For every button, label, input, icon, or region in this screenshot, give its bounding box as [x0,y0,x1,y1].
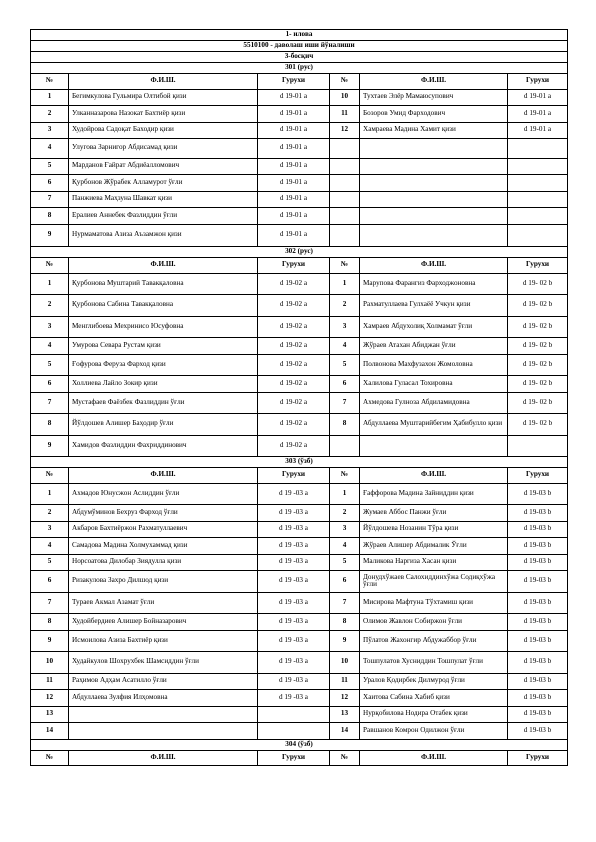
student-number: 8 [31,208,69,225]
table-row [31,338,568,355]
student-name: Самадова Мадина Холмухаммад қизи [69,538,258,555]
student-number: 5 [31,354,69,376]
group-list-table [30,29,568,766]
header-num: № [31,468,69,484]
student-name: Хаитова Сабина Хабиб қизи [360,690,508,707]
table-row [31,354,568,376]
student-number [330,435,360,457]
student-number: 4 [330,538,360,555]
student-group: d 19-01 a [258,139,330,159]
student-name: Раҳимов Адҳам Асатилло ўғли [69,673,258,690]
header-fio: Ф.И.Ш. [360,750,508,766]
header-group: Гурухи [508,258,568,274]
student-number: 5 [330,354,360,376]
student-group: d 19 -03 a [258,571,330,593]
student-group: d 19-03 b [508,652,568,674]
student-group: d 19- 02 b [508,273,568,295]
table-row [31,538,568,555]
header-num: № [31,258,69,274]
student-group: d 19-01 a [258,106,330,123]
student-number: 8 [330,414,360,436]
student-group: d 19- 02 b [508,338,568,355]
student-name: Ахмадов Юнусжон Аслиддин ўғли [69,483,258,505]
student-name: Уралов Қодирбек Дилмурод ўғли [360,673,508,690]
table-row [31,122,568,139]
student-group: d 19- 02 b [508,316,568,338]
table-row [31,175,568,192]
student-name: Хамидов Фазлиддин Фахриддинович [69,435,258,457]
header-group: Гурухи [258,468,330,484]
student-name: Бегимкулова Гульмира Олтибой қизи [69,89,258,106]
student-number: 5 [330,554,360,571]
student-group: d 19-03 b [508,505,568,522]
student-name: Абдуллаева Муштарийбегим Ҳабибулло қизи [360,414,508,436]
section-title-row [31,63,568,74]
table-row [31,191,568,208]
student-name: Равшанов Комрон Одилжон ўғли [360,723,508,740]
appendix-row [31,30,568,41]
student-number [330,158,360,175]
student-group: d 19-03 b [508,571,568,593]
table-row [31,139,568,159]
student-name: Хамраева Мадина Хамит қизи [360,122,508,139]
student-name [360,191,508,208]
student-number: 12 [330,122,360,139]
student-name [360,435,508,457]
student-number: 8 [31,614,69,631]
student-number: 9 [31,630,69,652]
student-group: d 19 -03 a [258,505,330,522]
student-number: 11 [31,673,69,690]
student-name: Жумаев Аббос Панжи ўғли [360,505,508,522]
table-row [31,208,568,225]
student-name: Ахмедова Гулноза Абдиламидовна [360,392,508,414]
student-number: 3 [330,316,360,338]
student-number: 11 [330,673,360,690]
student-name: Хамраев Абдухолиқ Холмамат ўғли [360,316,508,338]
student-name [360,208,508,225]
student-group: d 19-01 a [258,158,330,175]
student-name: Рахматуллаева Гулхаёё Учкун қизи [360,295,508,317]
student-number: 7 [31,392,69,414]
table-row [31,295,568,317]
section-title-row [31,247,568,258]
student-group: d 19-01 a [258,224,330,247]
student-group: d 19-02 a [258,354,330,376]
table-row [31,158,568,175]
student-number: 2 [31,106,69,123]
student-group: d 19 -03 a [258,483,330,505]
student-group: d 19-03 b [508,538,568,555]
student-number: 4 [31,538,69,555]
student-group: d 19-02 a [258,338,330,355]
student-group [258,723,330,740]
student-number: 1 [31,273,69,295]
student-number: 3 [330,521,360,538]
student-name [360,175,508,192]
student-number: 4 [31,139,69,159]
student-name: Мустафаев Фаёзбек Фазлиддин ўғли [69,392,258,414]
table-row [31,690,568,707]
table-row [31,554,568,571]
column-header-row [31,468,568,484]
student-name: Полвонова Махфузахон Жомоловна [360,354,508,376]
student-group: d 19 -03 a [258,614,330,631]
header-fio: Ф.И.Ш. [69,468,258,484]
student-number: 9 [31,435,69,457]
student-number: 7 [330,592,360,614]
student-group: d 19 -03 a [258,538,330,555]
student-number: 11 [330,106,360,123]
student-group: d 19- 02 b [508,414,568,436]
student-group: d 19 -03 a [258,521,330,538]
column-header-row [31,74,568,90]
specialty-row [31,41,568,52]
student-name: Қурбонова Муштарий Тавакқаловна [69,273,258,295]
student-group: d 19-03 b [508,706,568,723]
student-name: Марданов Ғайрат Абдиёалломович [69,158,258,175]
student-number: 3 [31,122,69,139]
student-name: Қурбонов Жўрабек Алламурот ўғли [69,175,258,192]
student-name: Мисирова Мафтуна Тўхтамиш қизи [360,592,508,614]
student-name: Исмоилова Азиза Бахтиёр қизи [69,630,258,652]
student-number: 1 [31,483,69,505]
column-header-row [31,750,568,766]
student-group: d 19-03 b [508,554,568,571]
student-number: 4 [31,338,69,355]
student-group: d 19-02 a [258,295,330,317]
student-group: d 19-02 a [258,392,330,414]
header-group: Гурухи [258,750,330,766]
student-group: d 19- 02 b [508,295,568,317]
student-name: Абдумўминов Бехруз Фарход ўғли [69,505,258,522]
student-name: Ералиев Аннебек Фазлиддин ўғли [69,208,258,225]
student-group [508,158,568,175]
student-group: d 19 -03 a [258,592,330,614]
header-num: № [330,750,360,766]
student-name: Худойрова Садоқат Баходир қизи [69,122,258,139]
header-num: № [330,74,360,90]
table-row [31,505,568,522]
student-name: Улканназарова Назокат Бахтиёр қизи [69,106,258,123]
header-num: № [330,468,360,484]
student-number: 7 [31,191,69,208]
student-number: 1 [31,89,69,106]
student-group: d 19 -03 a [258,690,330,707]
student-name: Тухтаев Элёр Мамаюсупович [360,89,508,106]
student-group: d 19- 02 b [508,376,568,393]
student-name: Қурбонова Сабина Тавакқаловна [69,295,258,317]
student-name: Холлиева Лайло Зокир қизи [69,376,258,393]
student-number: 14 [31,723,69,740]
student-number: 3 [31,521,69,538]
table-row [31,106,568,123]
student-name [360,224,508,247]
student-group: d 19-01 a [508,106,568,123]
student-number: 4 [330,338,360,355]
student-group: d 19-01 a [258,89,330,106]
student-number: 6 [31,376,69,393]
student-name: Менглибоева Мехринисо Юсуфовна [69,316,258,338]
student-group: d 19 -03 a [258,673,330,690]
section-title: 302 (рус) [31,247,568,258]
student-name: Худайкулов Шохрухбек Шамсиддин ўғли [69,652,258,674]
student-number: 13 [31,706,69,723]
student-number: 10 [330,89,360,106]
header-group: Гурухи [258,74,330,90]
specialty-title: 5510100 - даволаш иши йўналиши [31,41,568,52]
student-number: 6 [330,571,360,593]
student-group: d 19-02 a [258,376,330,393]
header-num: № [31,750,69,766]
table-row [31,392,568,414]
column-header-row [31,258,568,274]
section-title-row [31,457,568,468]
table-row [31,673,568,690]
student-group: d 19- 02 b [508,354,568,376]
student-number: 7 [330,392,360,414]
student-name [69,723,258,740]
table-row [31,224,568,247]
section-title: 303 (ўзб) [31,457,568,468]
header-num: № [330,258,360,274]
student-group: d 19-02 a [258,414,330,436]
student-name: Умурова Севара Рустам қизи [69,338,258,355]
header-fio: Ф.И.Ш. [360,258,508,274]
student-group: d 19-02 a [258,273,330,295]
header-fio: Ф.И.Ш. [360,74,508,90]
student-name: Йўлдошева Нозанин Тўра қизи [360,521,508,538]
student-name: Худойбердиев Алишер Бойназарович [69,614,258,631]
header-fio: Ф.И.Ш. [69,74,258,90]
table-row [31,89,568,106]
student-number: 6 [31,175,69,192]
student-number: 1 [330,483,360,505]
student-group [508,224,568,247]
student-number: 8 [31,414,69,436]
student-number [330,224,360,247]
student-group: d 19-01 a [258,191,330,208]
student-group: d 19-03 b [508,690,568,707]
header-fio: Ф.И.Ш. [360,468,508,484]
student-group: d 19-03 b [508,614,568,631]
table-row [31,316,568,338]
student-name: Нурқобилова Нодира Отабек қизи [360,706,508,723]
student-number: 2 [330,505,360,522]
header-group: Гурухи [508,74,568,90]
student-name: Ризакулова Захро Дилшод қизи [69,571,258,593]
document-page [30,29,567,766]
student-group: d 19-01 a [258,208,330,225]
student-number: 8 [330,614,360,631]
student-group: d 19-01 a [258,122,330,139]
student-group: d 19- 02 b [508,392,568,414]
student-number: 9 [330,630,360,652]
student-name: Жўраев Алишер Абдималик Ўғли [360,538,508,555]
table-row [31,614,568,631]
course-row [31,52,568,63]
student-number: 10 [330,652,360,674]
student-number: 7 [31,592,69,614]
student-name: Халилова Гуласал Тохировна [360,376,508,393]
student-number [330,175,360,192]
student-number [330,139,360,159]
appendix-label: 1- илова [31,30,568,41]
student-name: Олимов Жавлон Собиржон ўғли [360,614,508,631]
student-number: 14 [330,723,360,740]
student-number: 2 [31,505,69,522]
table-row [31,376,568,393]
student-group: d 19-03 b [508,723,568,740]
section-title: 301 (рус) [31,63,568,74]
student-number: 6 [31,571,69,593]
student-name: Нурмаматова Азиза Аъзамжон қизи [69,224,258,247]
student-number: 12 [330,690,360,707]
student-group: d 19-02 a [258,435,330,457]
student-number: 12 [31,690,69,707]
student-name: Донудхўжаев Салохиддинхўжа Содиқхўжа ўғли [360,571,508,593]
student-name: Пўлатов Жахонгир Абдужаббор ўғли [360,630,508,652]
student-group [258,706,330,723]
student-number: 13 [330,706,360,723]
student-number: 6 [330,376,360,393]
student-name: Панжиева Маҳзуна Шавкат қизи [69,191,258,208]
student-name [360,139,508,159]
student-number: 1 [330,273,360,295]
student-name: Улугова Зарнигор Абдисамад қизи [69,139,258,159]
student-name: Бозоров Умид Фарходович [360,106,508,123]
student-number: 10 [31,652,69,674]
table-row [31,483,568,505]
student-name: Тошпулатов Хусниддин Тошпулат ўғли [360,652,508,674]
student-name: Норсоатова Дилобар Зиядулла қизи [69,554,258,571]
student-group: d 19-03 b [508,483,568,505]
student-name: Ғаффорова Мадина Зайниддин қизи [360,483,508,505]
table-row [31,706,568,723]
header-fio: Ф.И.Ш. [69,750,258,766]
student-name: Маликова Наргиза Хасан қизи [360,554,508,571]
student-group: d 19-03 b [508,630,568,652]
student-name: Абдуллаева Зулфия Илҳомовна [69,690,258,707]
student-group: d 19-03 b [508,592,568,614]
table-row [31,435,568,457]
student-name [360,158,508,175]
table-row [31,630,568,652]
student-name: Акбаров Бахтиёржон Рахматуллаевич [69,521,258,538]
student-group: d 19-03 b [508,673,568,690]
student-group: d 19 -03 a [258,554,330,571]
student-number: 5 [31,554,69,571]
student-group [508,435,568,457]
student-group: d 19-02 a [258,316,330,338]
student-name: Ғофурова Феруза Фарход қизи [69,354,258,376]
student-name [69,706,258,723]
student-name: Йўлдошев Алишер Баҳодир ўғли [69,414,258,436]
student-group [508,139,568,159]
table-row [31,414,568,436]
student-number: 5 [31,158,69,175]
header-num: № [31,74,69,90]
student-name: Тураев Акмал Азамат ўғли [69,592,258,614]
student-group: d 19-03 b [508,521,568,538]
student-number [330,191,360,208]
course-title: 3-босқич [31,52,568,63]
student-number: 2 [31,295,69,317]
student-number: 9 [31,224,69,247]
student-group: d 19-01 a [508,89,568,106]
table-row [31,592,568,614]
header-group: Гурухи [508,750,568,766]
header-group: Гурухи [258,258,330,274]
table-row [31,273,568,295]
student-number: 3 [31,316,69,338]
student-group [508,175,568,192]
student-group: d 19-01 a [508,122,568,139]
table-row [31,723,568,740]
table-row [31,652,568,674]
student-name: Жўраев Атахан Абиджан ўғли [360,338,508,355]
student-number [330,208,360,225]
section-title-row [31,739,568,750]
student-group: d 19-01 a [258,175,330,192]
header-group: Гурухи [508,468,568,484]
header-fio: Ф.И.Ш. [69,258,258,274]
student-name: Марупова Фарангиз Фарходжоновна [360,273,508,295]
table-row [31,521,568,538]
table-row [31,571,568,593]
student-group: d 19 -03 a [258,652,330,674]
student-number: 2 [330,295,360,317]
section-title: 304 (ўзб) [31,739,568,750]
student-group [508,191,568,208]
student-group [508,208,568,225]
student-group: d 19 -03 a [258,630,330,652]
